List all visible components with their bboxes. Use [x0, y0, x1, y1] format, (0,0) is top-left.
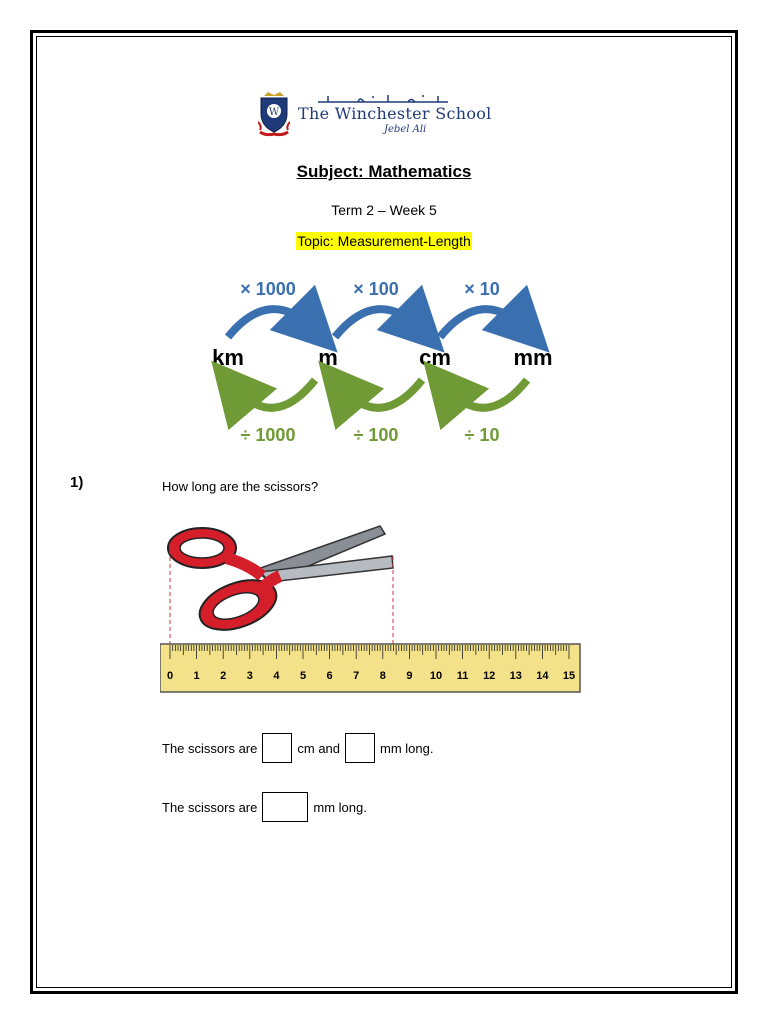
school-name: The Winchester School — [298, 104, 492, 123]
ruler-number-label: 5 — [299, 670, 307, 682]
multiplier-label: × 10 — [464, 279, 500, 299]
school-crest-icon — [258, 92, 290, 138]
ruler-number-label: 15 — [562, 670, 576, 682]
ruler-number-label: 4 — [273, 670, 280, 682]
sentence-text: mm long. — [313, 799, 367, 815]
ruler-number-label: 9 — [406, 670, 413, 682]
sentence-text: The scissors are — [162, 740, 258, 756]
ruler-number-label: 12 — [483, 670, 496, 682]
sentence-text: cm and — [297, 740, 341, 756]
divide-arrow — [339, 380, 422, 408]
ruler-number-label: 6 — [326, 670, 333, 682]
multiply-arrow — [228, 309, 315, 337]
school-location: Jebel Ali — [384, 124, 427, 135]
mm-answer-box[interactable] — [345, 733, 375, 763]
divide-arrow — [232, 380, 315, 408]
divisor-label: ÷ 100 — [353, 425, 399, 445]
question-text: How long are the scissors? — [162, 479, 319, 494]
ruler-number-label: 0 — [166, 670, 174, 682]
ruler-number-label: 8 — [379, 670, 386, 682]
answer-sentence-cm-mm — [162, 733, 433, 763]
unit-label: mm — [513, 345, 553, 370]
ruler-number-label: 13 — [509, 670, 522, 682]
term-week: Term 2 – Week 5 — [331, 202, 437, 218]
multiplier-label: × 100 — [353, 279, 399, 299]
school-logo — [258, 92, 492, 142]
multiply-arrow — [335, 309, 422, 337]
ruler-number-label: 2 — [220, 670, 227, 682]
sentence-text: mm long. — [380, 740, 434, 756]
svg-text:W: W — [268, 107, 280, 118]
cm-answer-box[interactable] — [262, 733, 292, 763]
ruler-number-label: 3 — [246, 670, 253, 682]
scissors-ruler-illustration — [160, 520, 585, 695]
ruler-number-label: 14 — [536, 670, 549, 682]
sentence-text: The scissors are — [162, 799, 258, 815]
ruler-number-label: 1 — [193, 670, 200, 682]
topic-label: Topic: Measurement-Length — [297, 233, 471, 249]
ruler-number-label: 11 — [456, 670, 469, 682]
answer-sentence-mm — [162, 792, 367, 822]
unit-conversion-diagram — [200, 275, 570, 445]
unit-label: cm — [419, 345, 451, 370]
question-number: 1) — [70, 474, 84, 491]
multiply-arrow — [440, 309, 527, 337]
multiplier-label: × 1000 — [240, 279, 296, 299]
unit-label: km — [212, 345, 244, 370]
subject-title: Subject: Mathematics — [296, 162, 472, 181]
divide-arrow — [444, 380, 527, 408]
scissors-icon — [168, 526, 393, 639]
ruler-icon — [160, 644, 580, 692]
ruler-number-label: 10 — [429, 670, 443, 682]
divisor-label: ÷ 10 — [464, 425, 500, 445]
total-mm-answer-box[interactable] — [262, 792, 308, 822]
ruler-number-label: 7 — [353, 670, 360, 682]
divisor-label: ÷ 1000 — [240, 425, 296, 445]
unit-label: m — [318, 345, 338, 370]
